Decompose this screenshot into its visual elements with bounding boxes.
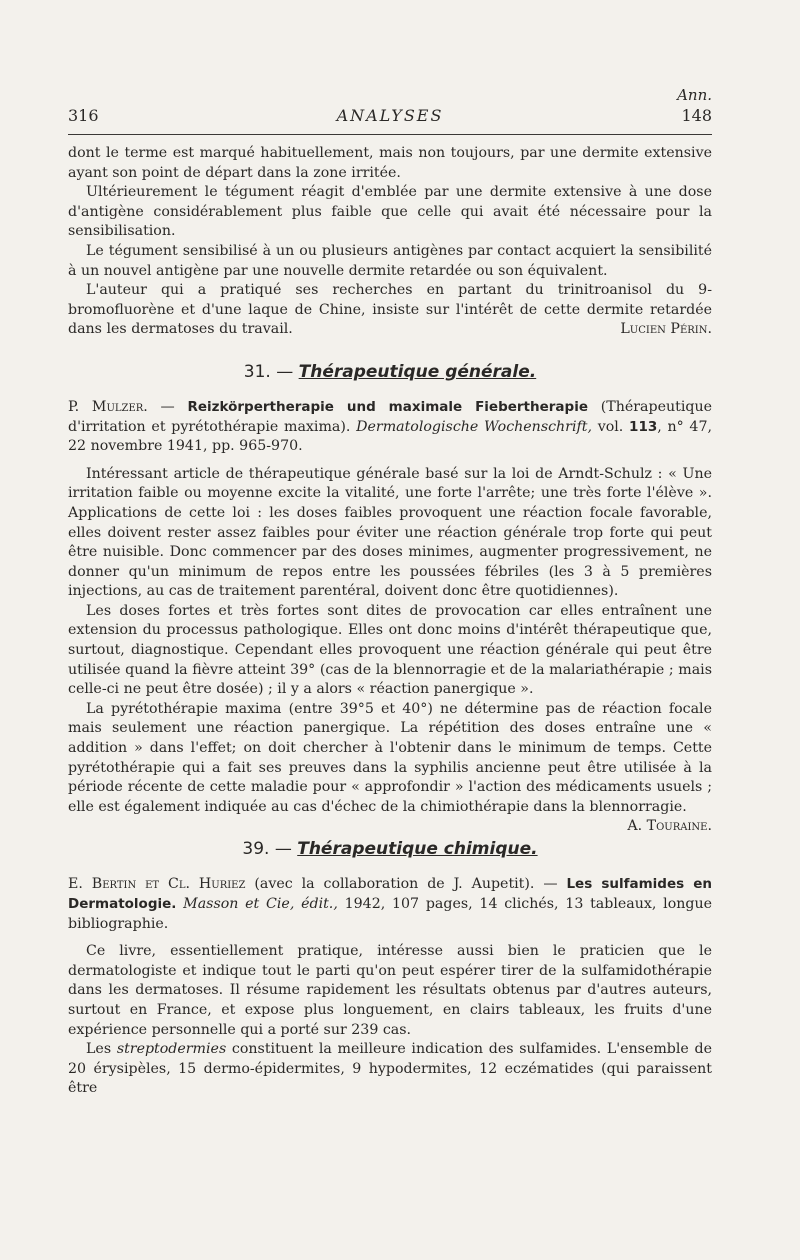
article-paragraph-3 <box>68 700 712 835</box>
journal-name: Dermatologische Wochenschrift, <box>356 418 592 435</box>
author-signature: Lucien Périn. <box>620 321 712 338</box>
issue-details: , n° 47, 22 novembre 1941, pp. 965-970. <box>68 418 712 455</box>
volume-label: vol. <box>591 418 630 435</box>
book-title: Les sulfamides en Dermatologie. <box>68 876 712 912</box>
book-reference <box>68 875 712 934</box>
volume-number: 148 <box>681 106 712 125</box>
book-details: 1942, 107 pages, 14 clichés, 13 tableaux, longue bibliographie. <box>68 896 712 932</box>
intro-paragraph-4 <box>68 281 712 340</box>
article-paragraph-3-text: La pyrétothérapie maxima (entre 39°5 et 40°) ne détermine pas de réaction focale mais seulement une réaction panergique. La répétition des doses entraîne une « addition » dans l'effet; on doit chercher à l'obtenir dans le minimum de temps. Cette pyrétothérapie qui a fait ses preuves dans la syphilis ancienne peut être utilisée à la période récente de cette maladie pour « approfondir » l'action des médicaments usuels ; elle est également indiquée au cas d'échec de la chimiothérapie dans la blennorragie. <box>68 700 712 815</box>
page-number: 316 <box>68 106 99 125</box>
section-heading-39 <box>68 839 712 859</box>
article-paragraph-1: Intéressant article de thérapeutique générale basé sur la loi de Arndt-Schulz : « Une irritation faible ou moyenne excite la vitalité, une forte l'arrête; une très forte l'élève ». Applications de cette loi : les doses faibles provoquent une réaction focale favorable, elles doivent rester assez faibles pour éviter une réaction générale trop forte qui peut être nuisible. Donc commencer par des doses minimes, augmenter progressivement, ne donner qu'un minimum de repos entre les poussées fébriles (les 3 à 5 premières injections, au cas de traitement parentéral, doivent donc être quotidiennes). <box>68 465 712 600</box>
journal-volume: 113 <box>629 418 658 435</box>
reference-separator: — <box>147 398 188 415</box>
reference-separator: — <box>543 876 567 893</box>
intro-paragraph-4-text: L'auteur qui a pratiqué ses recherches en partant du trinitroanisol du 9-bromofluorène et d'une laque de Chine, insiste sur l'intérêt de cette dermite retardée dans les dermatoses du travail. <box>68 282 712 338</box>
book-collaboration: (avec la collaboration de J. Aupetit). <box>245 876 544 893</box>
section-number: 39. <box>242 839 270 860</box>
section-heading-31 <box>68 362 712 382</box>
book-paragraph-2-rest: constituent la meilleure indication des sulfamides. L'ensemble de 20 érysipèles, 15 dermo-épidermites, 9 hypodermites, 12 eczématides (qui paraissent être <box>68 1041 713 1097</box>
book-authors: E. Bertin et Cl. Huriez <box>68 876 246 893</box>
book-paragraph-1: Ce livre, essentiellement pratique, intéresse aussi bien le praticien que le dermatologiste et indique tout le parti qu'on peut espérer tirer de la sulfamidothérapie dans les dermatoses. Il résume rapidement les résultats obtenus par d'autres auteurs, surtout en France, et expose plus longuement, en clairs tableaux, les fruits d'une expérience personnelle qui a porté sur 239 cas. <box>68 943 712 1038</box>
article-reference <box>68 398 712 457</box>
header-rule <box>68 134 712 135</box>
page-body <box>68 144 712 1099</box>
section-dash: — <box>270 361 299 382</box>
book-publisher: Masson et Cie, édit., <box>176 896 338 912</box>
intro-paragraph-2: Ultérieurement le tégument réagit d'emblée par une dermite extensive à une dose d'antigène considérablement plus faible que celle qui avait été nécessaire pour la sensibilisation. <box>68 184 712 240</box>
running-header <box>68 86 712 136</box>
article-title: Reizkörpertherapie und maximale Fiebertherapie <box>187 398 588 415</box>
article-author: P. Mulzer. <box>68 398 148 415</box>
section-heading-title: Thérapeutique chimique. <box>297 839 538 860</box>
intro-paragraph-1: dont le terme est marqué habituellement, mais non toujours, par une dermite extensive ayant son point de départ dans la zone irritée. <box>68 145 712 181</box>
article-paragraph-2: Les doses fortes et très fortes sont dites de provocation car elles entraînent une extension du processus pathologique. Elles ont donc moins d'intérêt thérapeutique que, surtout, diagnostique. Cependant elles provoquent une réaction générale qui peut être utilisée quand la fièvre atteint 39° (cas de la blennorragie et de la malariathérapie ; mais celle-ci ne peut être dosée) ; il y a alors « réaction panergique ». <box>68 602 712 698</box>
book-paragraph-2-term: streptodermies <box>116 1041 227 1058</box>
intro-paragraph-3: Le tégument sensibilisé à un ou plusieurs antigènes par contact acquiert la sensibilité à un nouvel antigène par une nouvelle dermite retardée ou son équivalent. <box>68 242 712 279</box>
author-signature: A. Touraine. <box>627 818 712 835</box>
section-title: ANALYSES <box>336 106 444 125</box>
article-title-translation: (Thérapeutique d'irritation et pyrétothérapie maxima). <box>68 398 712 435</box>
book-paragraph-2-lead: Les <box>86 1041 117 1058</box>
section-heading-title: Thérapeutique générale. <box>298 361 537 382</box>
section-dash: — <box>269 839 298 860</box>
journal-abbreviation: Ann. <box>677 86 712 104</box>
book-paragraph-2 <box>68 1040 712 1099</box>
section-number: 31. <box>243 361 271 382</box>
